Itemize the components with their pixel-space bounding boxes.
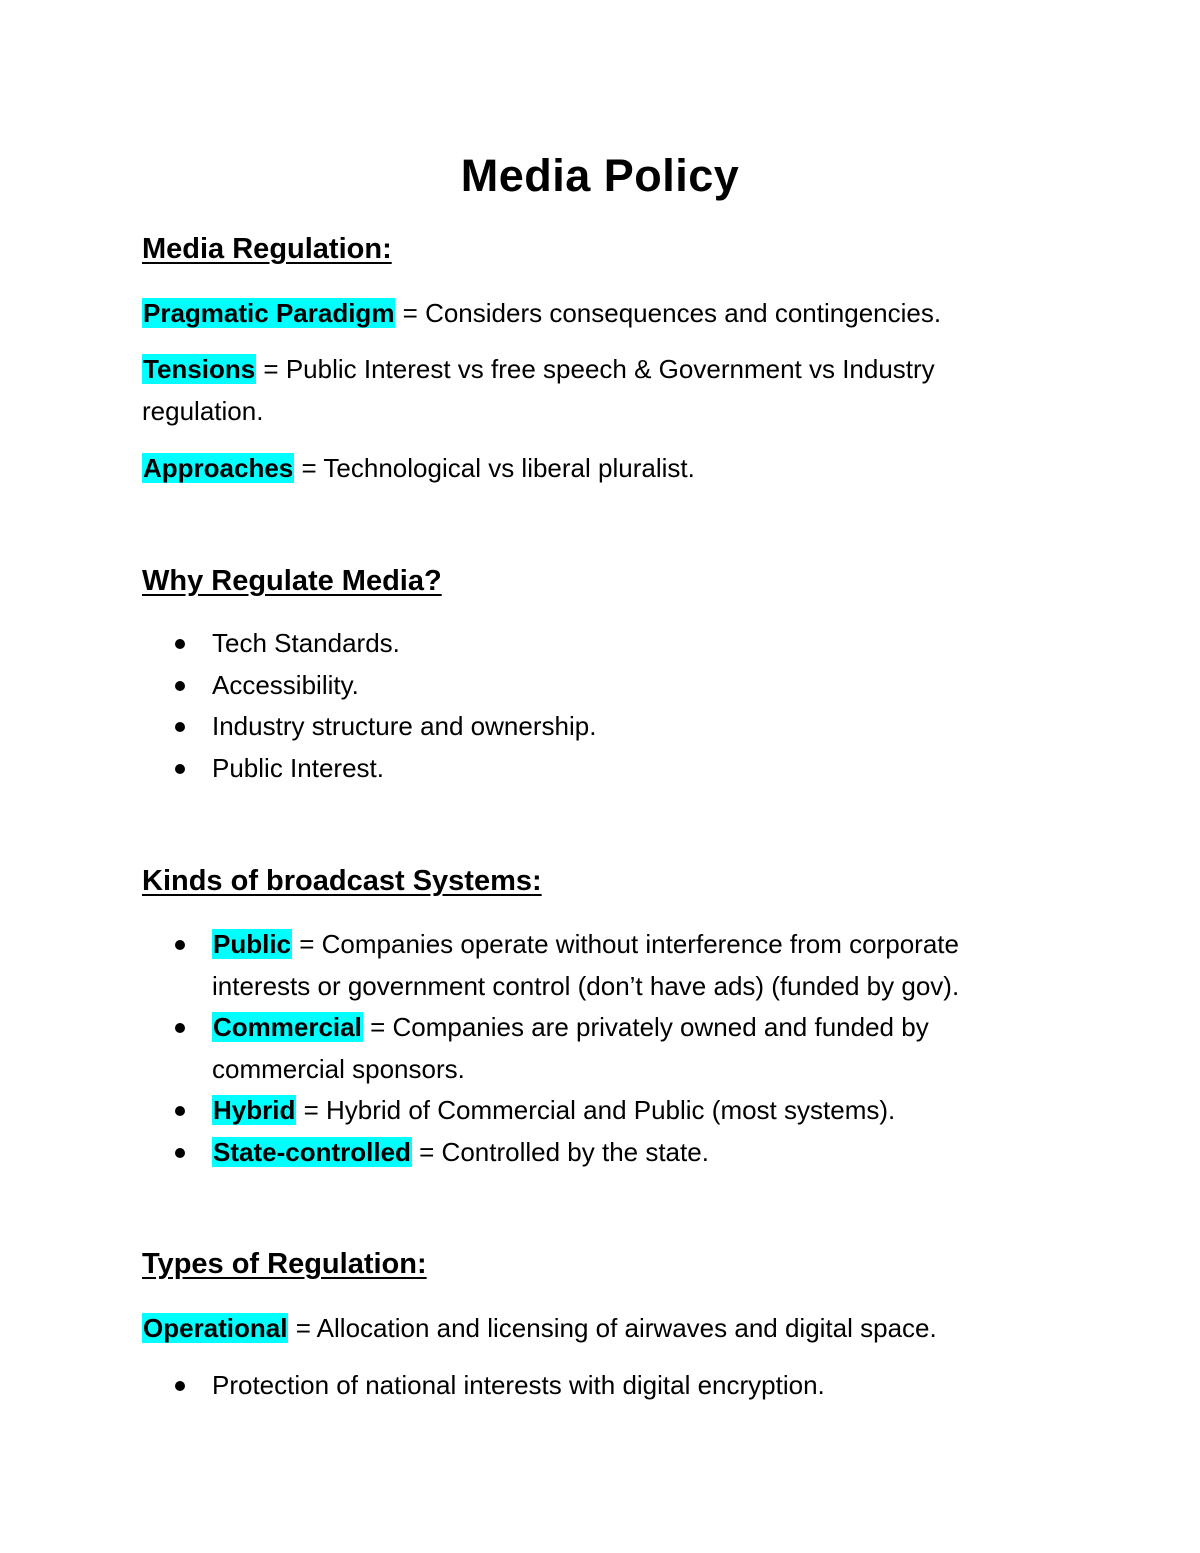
highlighted-term: Operational	[143, 1313, 288, 1343]
list-item	[142, 706, 1042, 748]
bullet-icon	[175, 722, 185, 732]
bullet-icon	[175, 1381, 185, 1391]
highlighted-term: Public	[213, 929, 292, 959]
highlighted-term: Hybrid	[213, 1095, 296, 1125]
heading-why-regulate-media: Why Regulate Media?	[142, 565, 442, 597]
highlighted-term: Approaches	[143, 453, 294, 483]
highlighted-term: Pragmatic Paradigm	[143, 298, 395, 328]
list-item	[142, 1090, 1062, 1132]
definition-text: = Public Interest vs free speech & Government vs Industry regulation.	[142, 354, 935, 426]
list-item-text: Industry structure and ownership.	[212, 711, 597, 741]
definition-text: = Hybrid of Commercial and Public (most systems).	[296, 1095, 896, 1125]
heading-types-of-regulation: Types of Regulation:	[142, 1248, 427, 1280]
list-item	[142, 623, 1042, 665]
definition-approaches	[142, 447, 1022, 489]
bullet-icon	[175, 940, 185, 950]
definition-operational	[142, 1307, 1022, 1349]
definition-text: = Technological vs liberal pluralist.	[294, 453, 695, 483]
list-item	[142, 1365, 1042, 1407]
list-item	[142, 748, 1042, 790]
definition-text: = Companies operate without interference from corporate interests or government control (don’t have ads) (funded by gov).	[212, 929, 960, 1001]
definition-pragmatic-paradigm	[142, 292, 1022, 334]
bullet-icon	[175, 1023, 185, 1033]
list-item-text: Accessibility.	[212, 669, 359, 700]
highlighted-term: State-controlled	[213, 1136, 411, 1167]
list-item	[142, 665, 1042, 707]
list-item-text: Public Interest.	[212, 752, 384, 783]
list-item	[142, 1007, 1062, 1090]
heading-kinds-of-broadcast-systems: Kinds of broadcast Systems:	[142, 865, 542, 897]
list-item-text: Tech Standards.	[212, 628, 400, 658]
list-item-text: Protection of national interests with digital encryption.	[212, 1370, 825, 1400]
why-regulate-list	[142, 623, 1042, 789]
list-item	[142, 924, 1062, 1007]
highlighted-term: Tensions	[143, 354, 256, 384]
heading-media-regulation: Media Regulation:	[142, 233, 392, 265]
definition-text: = Companies are privately owned and funded by commercial sponsors.	[212, 1012, 929, 1084]
operational-list	[142, 1365, 1042, 1407]
broadcast-systems-list	[142, 924, 1062, 1173]
bullet-icon	[175, 681, 185, 691]
definition-text: = Controlled by the state.	[411, 1136, 709, 1167]
bullet-icon	[175, 1106, 185, 1116]
definition-text: = Considers consequences and contingencies.	[395, 298, 942, 328]
bullet-icon	[175, 764, 185, 774]
definition-text: = Allocation and licensing of airwaves and digital space.	[288, 1313, 937, 1343]
bullet-icon	[175, 639, 185, 649]
definition-tensions	[142, 348, 1022, 432]
document-title: Media Policy	[460, 150, 740, 201]
list-item	[142, 1132, 1062, 1174]
bullet-icon	[175, 1148, 185, 1158]
highlighted-term: Commercial	[213, 1012, 362, 1042]
